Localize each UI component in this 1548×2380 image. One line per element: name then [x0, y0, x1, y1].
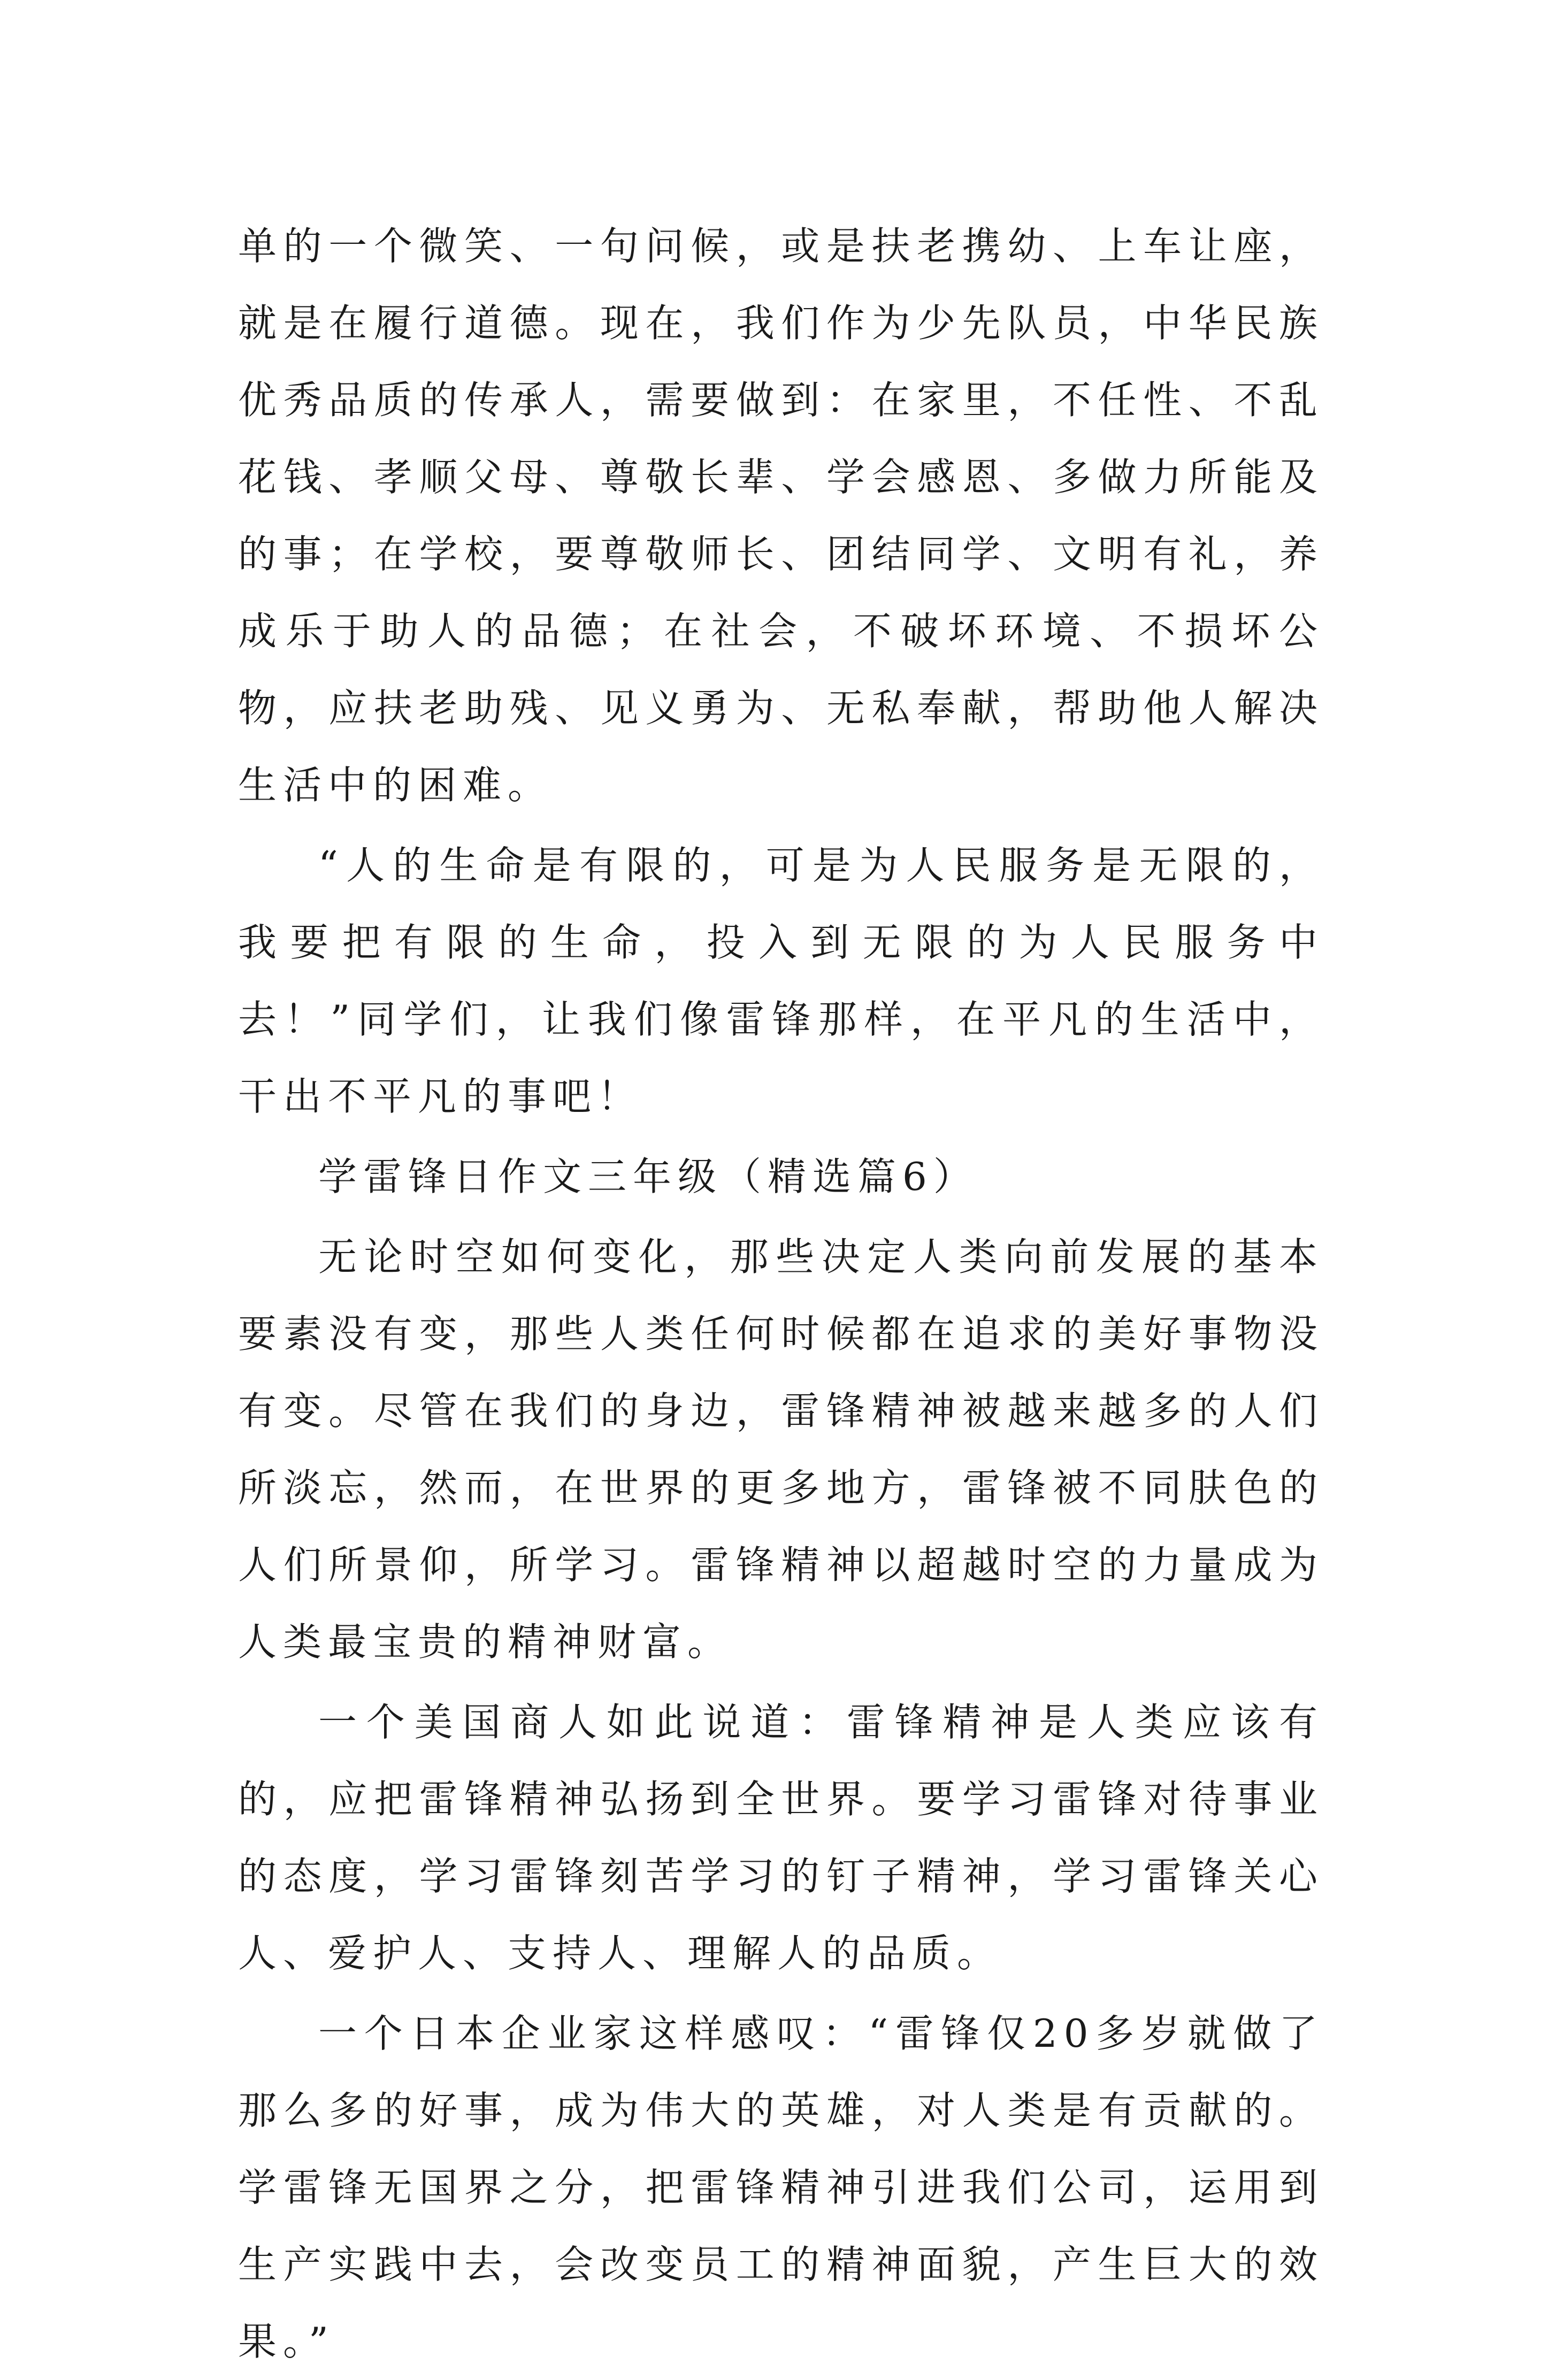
paragraph-quote: “人的生命是有限的，可是为人民服务是无限的，我要把有限的生命，投入到无限的为人民服务中去！”同学们，让我们像雷锋那样，在平凡的生活中，干出不平凡的事吧！	[238, 843, 1324, 1119]
document-body	[238, 208, 1324, 2380]
paragraph-american-merchant: 一个美国商人如此说道：雷锋精神是人类应该有的，应把雷锋精神弘扬到全世界。要学习雷锋对待事业的态度，学习雷锋刻苦学习的钉子精神，学习雷锋关心人、爱护人、支持人、理解人的品质。	[238, 1700, 1324, 1976]
paragraph-continued: 单的一个微笑、一句问候，或是扶老携幼、上车让座，就是在履行道德。现在，我们作为少先队员，中华民族优秀品质的传承人，需要做到：在家里，不任性、不乱花钱、孝顺父母、尊敬长辈、学会感恩、多做力所能及的事；在学校，要尊敬师长、团结同学、文明有礼，养成乐于助人的品德；在社会，不破坏环境、不损坏公物，应扶老助残、见义勇为、无私奉献，帮助他人解决生活中的困难。	[238, 224, 1324, 808]
paragraph-intro: 无论时空如何变化，那些决定人类向前发展的基本要素没有变，那些人类任何时候都在追求的美好事物没有变。尽管在我们的身边，雷锋精神被越来越多的人们所淡忘，然而，在世界的更多地方，雷锋被不同肤色的人们所景仰，所学习。雷锋精神以超越时空的力量成为人类最宝贵的精神财富。	[238, 1234, 1324, 1664]
section-heading: 学雷锋日作文三年级（精选篇6）	[318, 1154, 978, 1199]
paragraph-japanese-entrepreneur: 一个日本企业家这样感叹：“雷锋仅20多岁就做了那么多的好事，成为伟大的英雄，对人类是有贡献的。学雷锋无国界之分，把雷锋精神引进我们公司，运用到生产实践中去，会改变员工的精神面貌，产生巨大的效果。”	[238, 2011, 1324, 2364]
